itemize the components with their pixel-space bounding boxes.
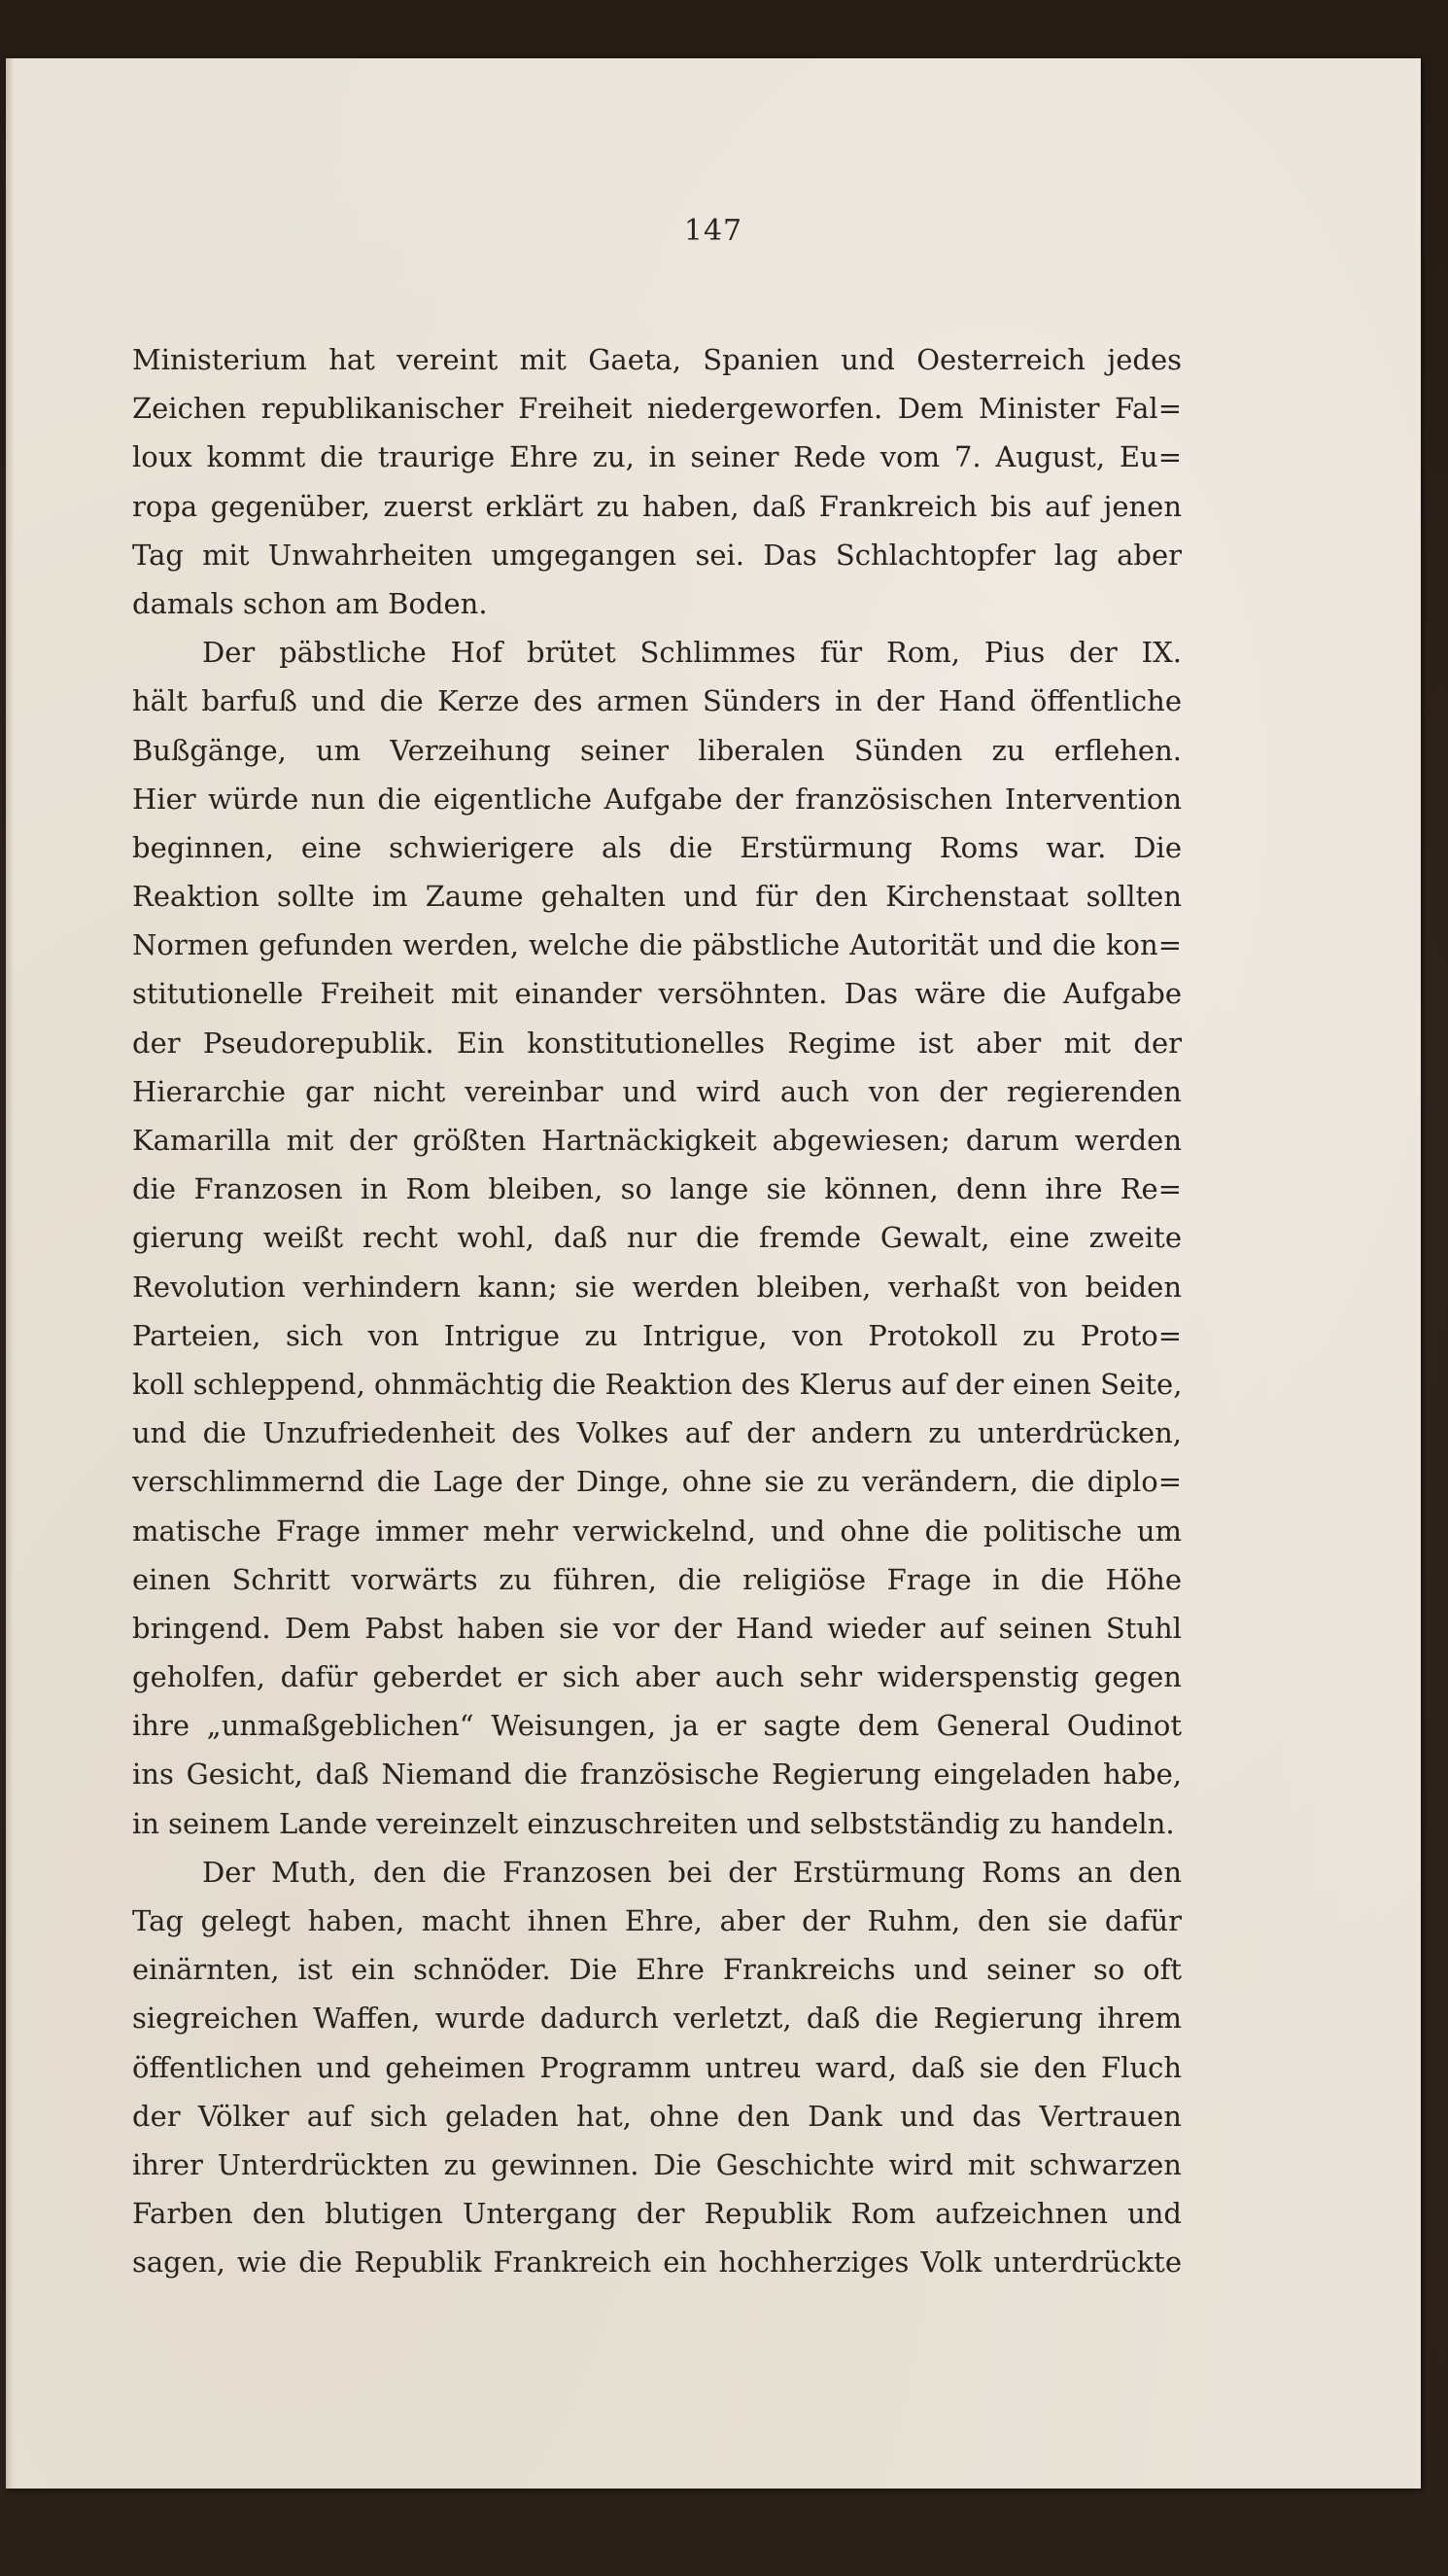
text-line: ihrer Unterdrückten zu gewinnen. Die Geschichte wird mit schwarzen	[132, 2147, 1182, 2181]
text-line: Parteien, sich von Intrigue zu Intrigue, von Protokoll zu Proto=	[132, 1318, 1182, 1352]
text-line: Der päbstliche Hof brütet Schlimmes für Rom, Pius der IX.	[202, 636, 1182, 670]
text-line: Bußgänge, um Verzeihung seiner liberalen Sünden zu erflehen.	[132, 733, 1182, 767]
text-line: hält barfuß und die Kerze des armen Sünders in der Hand öffentliche	[132, 684, 1182, 718]
text-line: loux kommt die traurige Ehre zu, in seiner Rede vom 7. August, Eu=	[132, 440, 1182, 474]
text-line: Kamarilla mit der größten Hartnäckigkeit abgewiesen; darum werden	[132, 1124, 1182, 1157]
text-line: Reaktion sollte im Zaume gehalten und für den Kirchenstaat sollten	[132, 880, 1182, 914]
text-line: Farben den blutigen Untergang der Republik Rom aufzeichnen und	[132, 2197, 1182, 2231]
text-line: sagen, wie die Republik Frankreich ein hochherziges Volk unterdrückte	[132, 2245, 1182, 2280]
text-line: Zeichen republikanischer Freiheit niedergeworfen. Dem Minister Fal=	[132, 392, 1182, 426]
text-line: der Pseudorepublik. Ein konstitutionelles Regime ist aber mit der	[132, 1026, 1182, 1060]
text-line: und die Unzufriedenheit des Volkes auf der andern zu unterdrücken,	[132, 1416, 1182, 1450]
text-line: damals schon am Boden.	[132, 586, 488, 620]
text-line: Ministerium hat vereint mit Gaeta, Spanien und Oesterreich jedes	[132, 343, 1182, 376]
text-line: die Franzosen in Rom bleiben, so lange sie können, denn ihre Re=	[132, 1172, 1182, 1206]
body-text	[132, 335, 1182, 2287]
book-page	[6, 58, 1421, 2489]
text-line: öffentlichen und geheimen Programm untreu ward, daß sie den Fluch	[132, 2050, 1182, 2084]
text-line: der Völker auf sich geladen hat, ohne den Dank und das Vertrauen	[132, 2099, 1182, 2133]
text-line: Revolution verhindern kann; sie werden bleiben, verhaßt von beiden	[132, 1270, 1182, 1304]
text-line: in seinem Lande vereinzelt einzuschreiten und selbstständig zu handeln.	[132, 1806, 1175, 1840]
page-edge	[6, 58, 14, 2489]
text-line: bringend. Dem Pabst haben sie vor der Hand wieder auf seinen Stuhl	[132, 1611, 1182, 1645]
text-line: Hier würde nun die eigentliche Aufgabe der französischen Intervention	[132, 782, 1182, 816]
text-line: stitutionelle Freiheit mit einander versöhnten. Das wäre die Aufgabe	[132, 977, 1182, 1011]
text-line: einen Schritt vorwärts zu führen, die religiöse Frage in die Höhe	[132, 1562, 1182, 1596]
text-line: verschlimmernd die Lage der Dinge, ohne sie zu verändern, die diplo=	[132, 1465, 1182, 1499]
text-line: ropa gegenüber, zuerst erklärt zu haben, daß Frankreich bis auf jenen	[132, 489, 1182, 523]
text-line: einärnten, ist ein schnöder. Die Ehre Frankreichs und seiner so oft	[132, 1953, 1182, 1987]
text-line: Tag gelegt haben, macht ihnen Ehre, aber der Ruhm, den sie dafür	[132, 1904, 1182, 1937]
text-line: matische Frage immer mehr verwickelnd, und ohne die politische um	[132, 1514, 1182, 1548]
text-line: koll schleppend, ohnmächtig die Reaktion des Klerus auf der einen Seite,	[132, 1367, 1183, 1401]
text-line: beginnen, eine schwierigere als die Erstürmung Roms war. Die	[132, 830, 1182, 864]
text-line: ihre „unmaßgeblichen“ Weisungen, ja er sagte dem General Oudinot	[132, 1709, 1182, 1743]
text-line: Normen gefunden werden, welche die päbstliche Autorität und die kon=	[132, 928, 1182, 962]
text-line: Hierarchie gar nicht vereinbar und wird auch von der regierenden	[132, 1074, 1182, 1108]
text-line: gierung weißt recht wohl, daß nur die fremde Gewalt, eine zweite	[132, 1221, 1182, 1255]
text-line: Tag mit Unwahrheiten umgegangen sei. Das Schlachtopfer lag aber	[132, 538, 1182, 572]
text-line: geholfen, dafür geberdet er sich aber auch sehr widerspenstig gegen	[132, 1660, 1182, 1694]
text-line: ins Gesicht, daß Niemand die französische Regierung eingeladen habe,	[132, 1758, 1182, 1792]
text-line: Der Muth, den die Franzosen bei der Erstürmung Roms an den	[202, 1855, 1182, 1889]
text-line: siegreichen Waffen, wurde dadurch verletzt, daß die Regierung ihrem	[132, 2002, 1182, 2036]
page-number: 147	[683, 214, 743, 248]
